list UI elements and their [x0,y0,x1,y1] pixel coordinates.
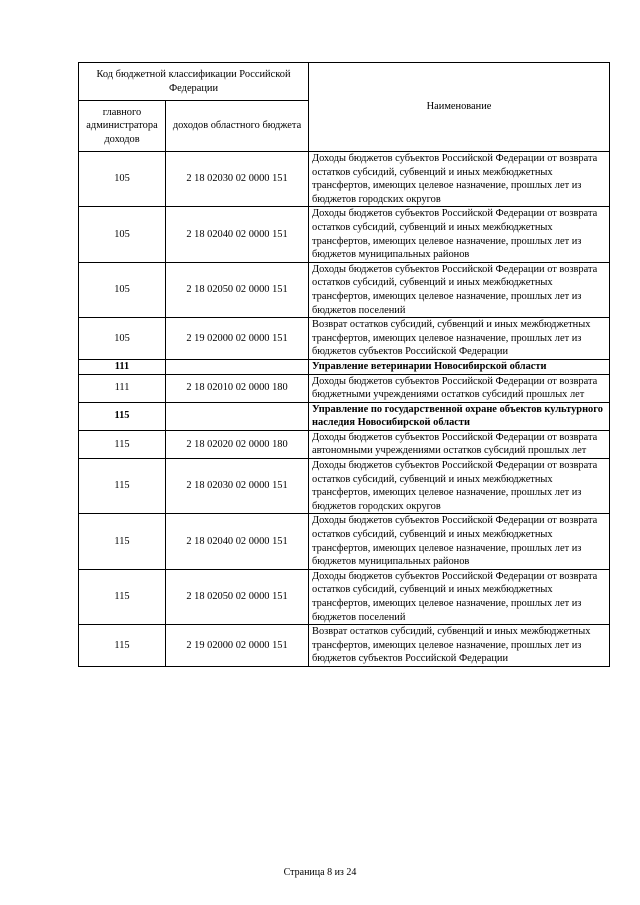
admin-code-cell: 115 [79,459,166,514]
table-row [79,430,610,458]
table-row [79,625,610,667]
table-row [79,207,610,262]
admin-code-cell: 111 [79,359,166,374]
table-row [79,459,610,514]
budget-classification-table [78,62,610,667]
header-name-column: Наименование [309,63,610,152]
income-code-cell: 2 18 02030 02 0000 151 [166,152,309,207]
header-code-column: доходов областного бюджета [166,101,309,152]
item-name-cell: Доходы бюджетов субъектов Российской Федерации от возврата остатков субсидий, субвенций и иных межбюджетных трансфертов, имеющих целевое назначение, прошлых лет из бюджетов муниципальных районов [309,207,610,262]
income-code-cell: 2 18 02050 02 0000 151 [166,262,309,317]
table-body [79,152,610,667]
admin-code-cell: 115 [79,430,166,458]
header-admin-column: главного администратора доходов [79,101,166,152]
table-section-row [79,402,610,430]
income-code-cell: 2 18 02020 02 0000 180 [166,430,309,458]
item-name-cell: Доходы бюджетов субъектов Российской Федерации от возврата остатков субсидий, субвенций и иных межбюджетных трансфертов, имеющих целевое назначение, прошлых лет из бюджетов городских округов [309,459,610,514]
admin-code-cell: 111 [79,374,166,402]
table-row [79,569,610,624]
income-code-cell: 2 19 02000 02 0000 151 [166,318,309,360]
header-group-label: Код бюджетной классификации Российской Федерации [79,63,309,101]
page-number: Страница 8 из 24 [283,867,357,878]
admin-code-cell: 105 [79,207,166,262]
table-row [79,152,610,207]
item-name-cell: Доходы бюджетов субъектов Российской Федерации от возврата остатков субсидий, субвенций и иных межбюджетных трансфертов, имеющих целевое назначение, прошлых лет из бюджетов поселений [309,262,610,317]
section-title-cell: Управление ветеринарии Новосибирской области [309,359,610,374]
item-name-cell: Доходы бюджетов субъектов Российской Федерации от возврата автономными учреждениями остатков субсидий прошлых лет [309,430,610,458]
table-row [79,262,610,317]
item-name-cell: Доходы бюджетов субъектов Российской Федерации от возврата остатков субсидий, субвенций и иных межбюджетных трансфертов, имеющих целевое назначение, прошлых лет из бюджетов городских округов [309,152,610,207]
table-row [79,514,610,569]
item-name-cell: Доходы бюджетов субъектов Российской Федерации от возврата бюджетными учреждениями остатков субсидий прошлых лет [309,374,610,402]
admin-code-cell: 105 [79,152,166,207]
income-code-cell [166,359,309,374]
table-header [79,63,610,152]
admin-code-cell: 115 [79,625,166,667]
income-code-cell: 2 18 02010 02 0000 180 [166,374,309,402]
item-name-cell: Возврат остатков субсидий, субвенций и иных межбюджетных трансфертов, имеющих целевое назначение, прошлых лет из бюджетов субъектов Российской Федерации [309,318,610,360]
section-title-cell: Управление по государственной охране объектов культурного наследия Новосибирской области [309,402,610,430]
admin-code-cell: 115 [79,514,166,569]
header-row-group [79,63,610,101]
item-name-cell: Возврат остатков субсидий, субвенций и иных межбюджетных трансфертов, имеющих целевое назначение, прошлых лет из бюджетов субъектов Российской Федерации [309,625,610,667]
table-row [79,374,610,402]
table-row [79,318,610,360]
income-code-cell: 2 18 02040 02 0000 151 [166,514,309,569]
admin-code-cell: 115 [79,402,166,430]
income-code-cell: 2 18 02030 02 0000 151 [166,459,309,514]
income-code-cell [166,402,309,430]
item-name-cell: Доходы бюджетов субъектов Российской Федерации от возврата остатков субсидий, субвенций и иных межбюджетных трансфертов, имеющих целевое назначение, прошлых лет из бюджетов поселений [309,569,610,624]
admin-code-cell: 105 [79,262,166,317]
table-section-row [79,359,610,374]
item-name-cell: Доходы бюджетов субъектов Российской Федерации от возврата остатков субсидий, субвенций и иных межбюджетных трансфертов, имеющих целевое назначение, прошлых лет из бюджетов муниципальных районов [309,514,610,569]
income-code-cell: 2 19 02000 02 0000 151 [166,625,309,667]
admin-code-cell: 115 [79,569,166,624]
admin-code-cell: 105 [79,318,166,360]
income-code-cell: 2 18 02050 02 0000 151 [166,569,309,624]
income-code-cell: 2 18 02040 02 0000 151 [166,207,309,262]
